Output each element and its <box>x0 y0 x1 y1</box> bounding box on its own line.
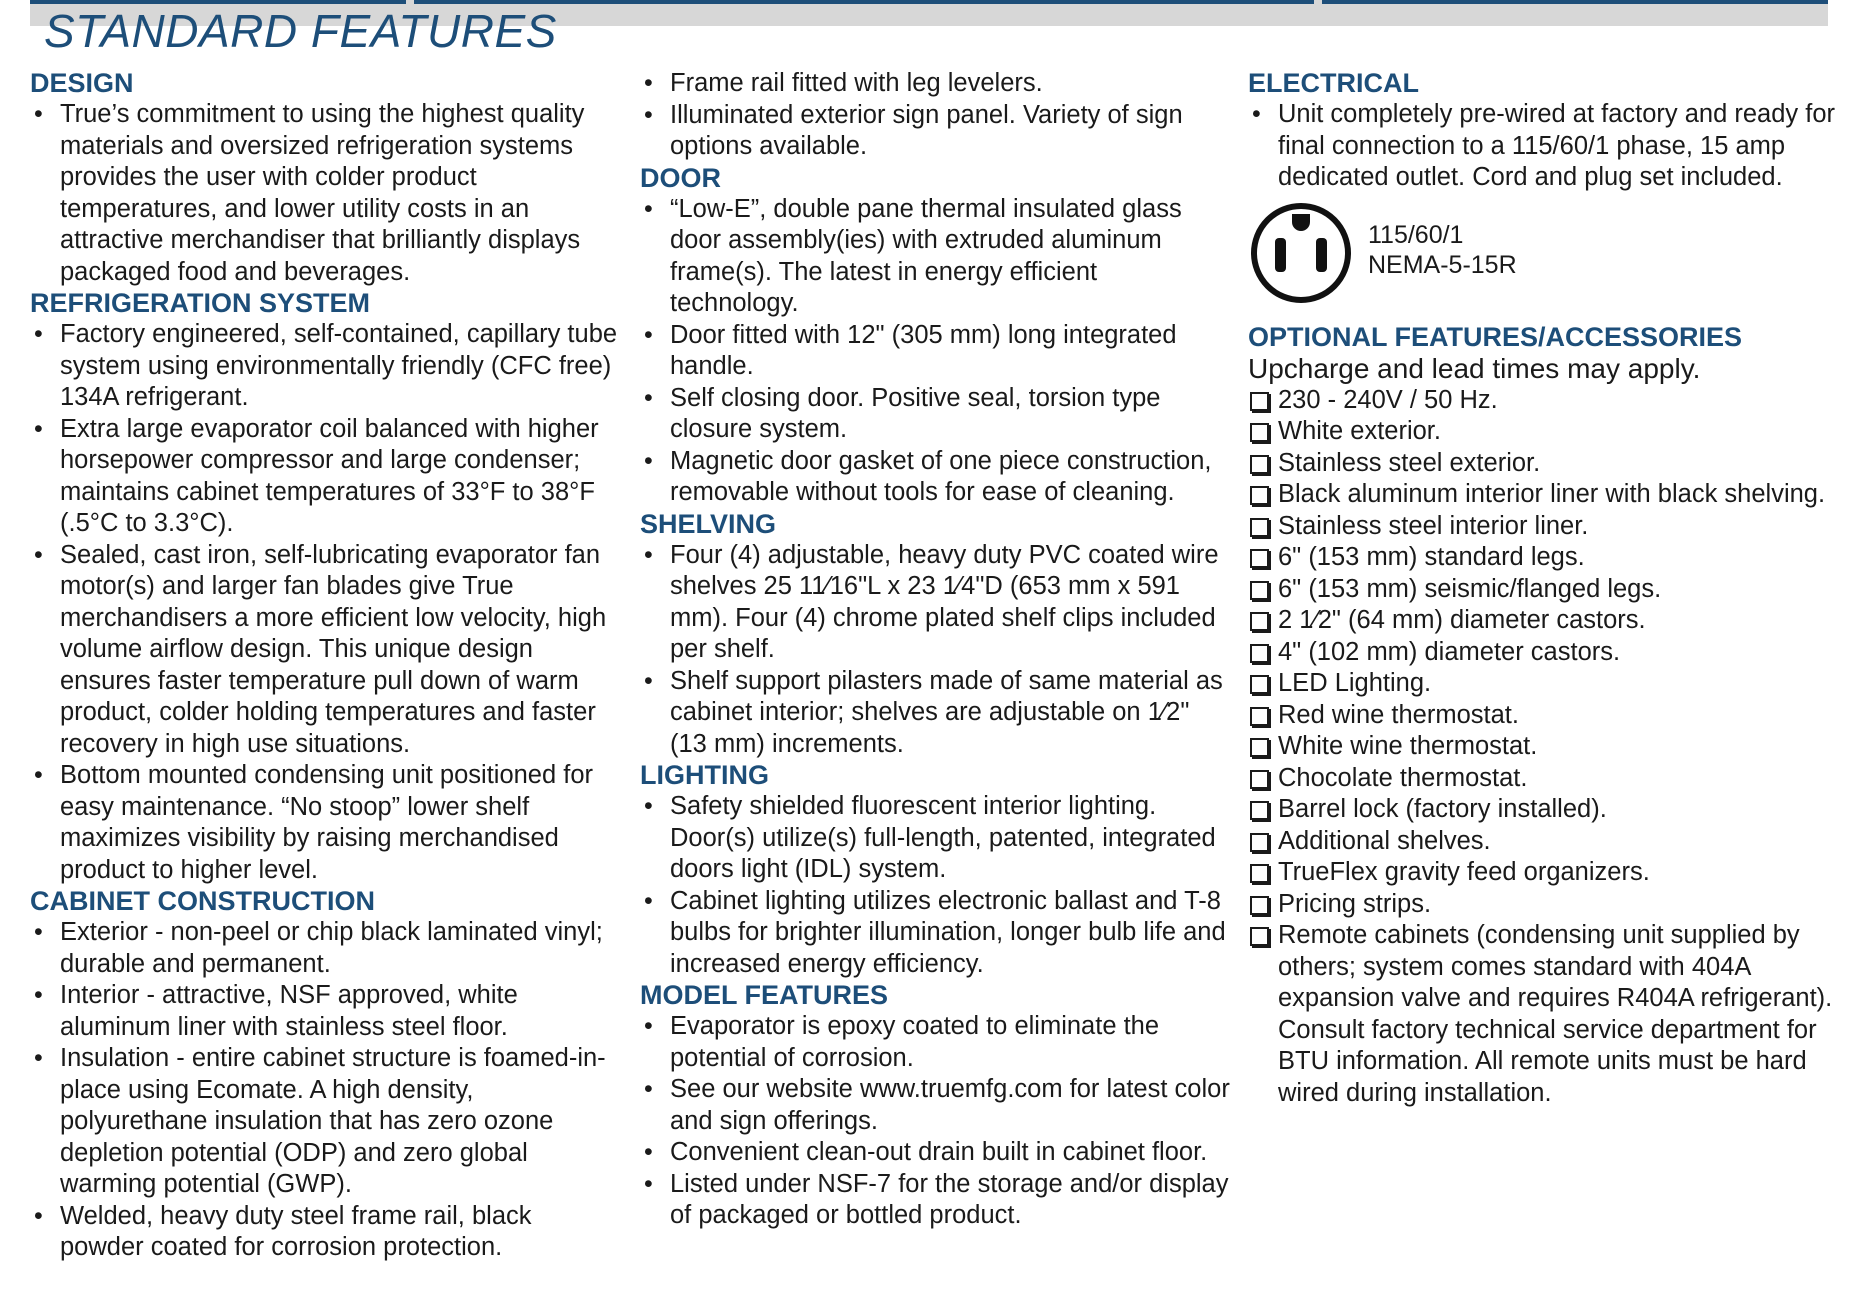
checkbox-label: Barrel lock (factory installed). <box>1278 795 1607 823</box>
section-model-features <box>640 980 1230 1232</box>
checkbox-label: Pricing strips. <box>1278 889 1432 918</box>
checkbox-item <box>1248 794 1838 826</box>
checkbox-label: White exterior. <box>1278 417 1441 445</box>
checkbox-icon <box>1250 612 1269 631</box>
bullet-list-continued <box>640 68 1230 163</box>
checkbox-icon <box>1250 801 1269 820</box>
checkbox-label: Stainless steel exterior. <box>1278 448 1541 477</box>
checkbox-item <box>1248 731 1838 763</box>
section-electrical <box>1248 68 1838 308</box>
bullet-item: • Exterior - non-peel or chip black laminated vinyl; durable and permanent. <box>30 917 620 980</box>
checkbox-icon <box>1250 392 1269 411</box>
checkbox-item <box>1248 479 1838 511</box>
checkbox-item <box>1248 637 1838 669</box>
bullet-item: • Frame rail fitted with leg levelers. <box>640 68 1230 100</box>
nema-outlet-icon <box>1248 200 1354 306</box>
checkbox-icon <box>1250 833 1269 852</box>
outlet-nema-type: NEMA-5-15R <box>1368 250 1517 279</box>
bullet-item: • True’s commitment to using the highest quality materials and oversized refrigeration systems provides the user with colder product temperatures, and lower utility costs in an attractive merchandiser that brilliantly displays packaged food and beverages. <box>30 99 620 288</box>
checkbox-icon <box>1250 581 1269 600</box>
checkbox-item <box>1248 511 1838 543</box>
checkbox-icon <box>1250 644 1269 663</box>
section-design <box>30 68 620 288</box>
section-shelving <box>640 509 1230 761</box>
outlet-spec-text <box>1368 220 1517 280</box>
bullet-item: • Listed under NSF-7 for the storage and/or display of packaged or bottled product. <box>640 1169 1230 1232</box>
bullet-item: • Magnetic door gasket of one piece construction, removable without tools for ease of cleaning. <box>640 446 1230 509</box>
bullet-item: • See our website www.truemfg.com for latest color and sign offerings. <box>640 1074 1230 1137</box>
bullet-item: • Safety shielded fluorescent interior lighting. Door(s) utilize(s) full-length, patented, integrated doors light (IDL) system. <box>640 791 1230 886</box>
section-heading: DOOR <box>640 162 721 193</box>
checkbox-icon <box>1250 770 1269 789</box>
bullet-item: • Factory engineered, self-contained, capillary tube system using environmentally friendly (CFC free) 134A refrigerant. <box>30 319 620 414</box>
bullet-list <box>30 917 620 1264</box>
bullet-item: • Cabinet lighting utilizes electronic ballast and T-8 bulbs for brighter illumination, longer bulb life and increased energy efficiency. <box>640 886 1230 981</box>
bullet-list <box>640 1011 1230 1232</box>
checkbox-item <box>1248 668 1838 700</box>
checkbox-icon <box>1250 707 1269 726</box>
checkbox-label: 6" (153 mm) seismic/flanged legs. <box>1278 574 1662 603</box>
header-band-segment <box>1322 0 1828 4</box>
bullet-list <box>640 791 1230 980</box>
bullet-item: • Convenient clean-out drain built in cabinet floor. <box>640 1137 1230 1169</box>
checkbox-icon <box>1250 455 1269 474</box>
section-heading: CABINET CONSTRUCTION <box>30 886 375 916</box>
bullet-item: • Unit completely pre-wired at factory and ready for final connection to a 115/60/1 phase, 15 amp dedicated outlet. Cord and plug set included. <box>1248 99 1838 194</box>
checkbox-item <box>1248 605 1838 637</box>
section-heading: OPTIONAL FEATURES/ACCESSORIES <box>1248 321 1743 352</box>
checkbox-icon <box>1250 518 1269 537</box>
section-heading: MODEL FEATURES <box>640 980 889 1010</box>
checkbox-item <box>1248 920 1838 1109</box>
section-heading: REFRIGERATION SYSTEM <box>30 288 371 318</box>
bullet-item: • “Low-E”, double pane thermal insulated glass door assembly(ies) with extruded aluminum frame(s). The latest in energy efficient technology. <box>640 194 1230 320</box>
section-heading: ELECTRICAL <box>1248 68 1419 98</box>
section-cabinet-construction <box>30 886 620 1264</box>
optional-note: Upcharge and lead times may apply. <box>1248 352 1701 384</box>
checkbox-list <box>1248 385 1838 1110</box>
checkbox-label: 2 1⁄2" (64 mm) diameter castors. <box>1278 606 1646 634</box>
checkbox-item <box>1248 700 1838 732</box>
checkbox-item <box>1248 857 1838 889</box>
section-optional-features <box>1248 322 1838 1110</box>
checkbox-icon <box>1250 486 1269 505</box>
checkbox-label: 4" (102 mm) diameter castors. <box>1278 637 1621 666</box>
section-door <box>640 163 1230 509</box>
checkbox-icon <box>1250 675 1269 694</box>
checkbox-item <box>1248 416 1838 448</box>
page-title: STANDARD FEATURES <box>44 5 557 57</box>
checkbox-icon <box>1250 864 1269 883</box>
section-heading: DESIGN <box>30 68 134 98</box>
bullet-item: • Welded, heavy duty steel frame rail, black powder coated for corrosion protection. <box>30 1201 620 1264</box>
bullet-item: • Door fitted with 12" (305 mm) long integrated handle. <box>640 320 1230 383</box>
bullet-list <box>640 194 1230 509</box>
checkbox-item <box>1248 889 1838 921</box>
checkbox-icon <box>1250 927 1269 946</box>
checkbox-label: TrueFlex gravity feed organizers. <box>1278 858 1650 886</box>
checkbox-label: LED Lighting. <box>1278 669 1432 697</box>
bullet-item: • Interior - attractive, NSF approved, white aluminum liner with stainless steel floor. <box>30 980 620 1043</box>
checkbox-item <box>1248 448 1838 480</box>
bullet-item: • Evaporator is epoxy coated to eliminate the potential of corrosion. <box>640 1011 1230 1074</box>
bullet-item: • Four (4) adjustable, heavy duty PVC coated wire shelves 25 11⁄16"L x 23 1⁄4"D (653 mm x 591 mm). Four (4) chrome plated shelf clips included per shelf. <box>640 540 1230 666</box>
checkbox-icon <box>1250 896 1269 915</box>
outlet-spec <box>1248 198 1838 308</box>
bullet-item: • Insulation - entire cabinet structure is foamed-in-place using Ecomate. A high density, polyurethane insulation that has zero ozone depletion potential (ODP) and zero global warming potential (GWP). <box>30 1043 620 1201</box>
checkbox-label: Chocolate thermostat. <box>1278 763 1528 792</box>
column-3 <box>1248 68 1838 1109</box>
section-heading: LIGHTING <box>640 760 769 790</box>
bullet-item: • Shelf support pilasters made of same material as cabinet interior; shelves are adjustable on 1⁄2" (13 mm) increments. <box>640 666 1230 761</box>
bullet-list <box>30 319 620 886</box>
bullet-item: • Bottom mounted condensing unit positioned for easy maintenance. “No stoop” lower shelf maximizes visibility by raising merchandised product to higher level. <box>30 760 620 886</box>
checkbox-item <box>1248 574 1838 606</box>
checkbox-label: Red wine thermostat. <box>1278 700 1519 729</box>
checkbox-label: White wine thermostat. <box>1278 732 1538 760</box>
checkbox-label: 6" (153 mm) standard legs. <box>1278 543 1585 571</box>
section-lighting <box>640 760 1230 980</box>
checkbox-item <box>1248 385 1838 417</box>
bullet-item: • Self closing door. Positive seal, torsion type closure system. <box>640 383 1230 446</box>
bullet-item: • Extra large evaporator coil balanced with higher horsepower compressor and large condenser; maintains cabinet temperatures of 33°F to 38°F (.5°C to 3.3°C). <box>30 414 620 540</box>
bullet-list <box>640 540 1230 761</box>
checkbox-item <box>1248 542 1838 574</box>
checkbox-label: Remote cabinets (condensing unit supplied by others; system comes standard with 404A expansion valve and requires R404A refrigerant). Consult factory technical service department for BTU information. All remote units must be hard wired during installation. <box>1278 921 1833 1107</box>
checkbox-icon <box>1250 738 1269 757</box>
checkbox-icon <box>1250 423 1269 442</box>
checkbox-item <box>1248 826 1838 858</box>
checkbox-label: Stainless steel interior liner. <box>1278 511 1589 540</box>
section-heading: SHELVING <box>640 508 777 539</box>
column-2 <box>640 68 1230 1232</box>
bullet-item: • Illuminated exterior sign panel. Variety of sign options available. <box>640 100 1230 163</box>
checkbox-item <box>1248 763 1838 795</box>
bullet-list <box>1248 99 1838 194</box>
checkbox-label: Additional shelves. <box>1278 826 1491 855</box>
bullet-item: • Sealed, cast iron, self-lubricating evaporator fan motor(s) and larger fan blades give True merchandisers a more efficient low velocity, high volume airflow design. This unique design ensures faster temperature pull down of warm product, colder holding temperatures and faster recovery in high use situations. <box>30 540 620 761</box>
checkbox-label: Black aluminum interior liner with black shelving. <box>1278 480 1826 508</box>
outlet-voltage: 115/60/1 <box>1368 220 1464 249</box>
section-refrigeration-system <box>30 288 620 886</box>
checkbox-icon <box>1250 549 1269 568</box>
column-1 <box>30 68 620 1264</box>
bullet-list <box>30 99 620 288</box>
checkbox-label: 230 - 240V / 50 Hz. <box>1278 385 1498 414</box>
